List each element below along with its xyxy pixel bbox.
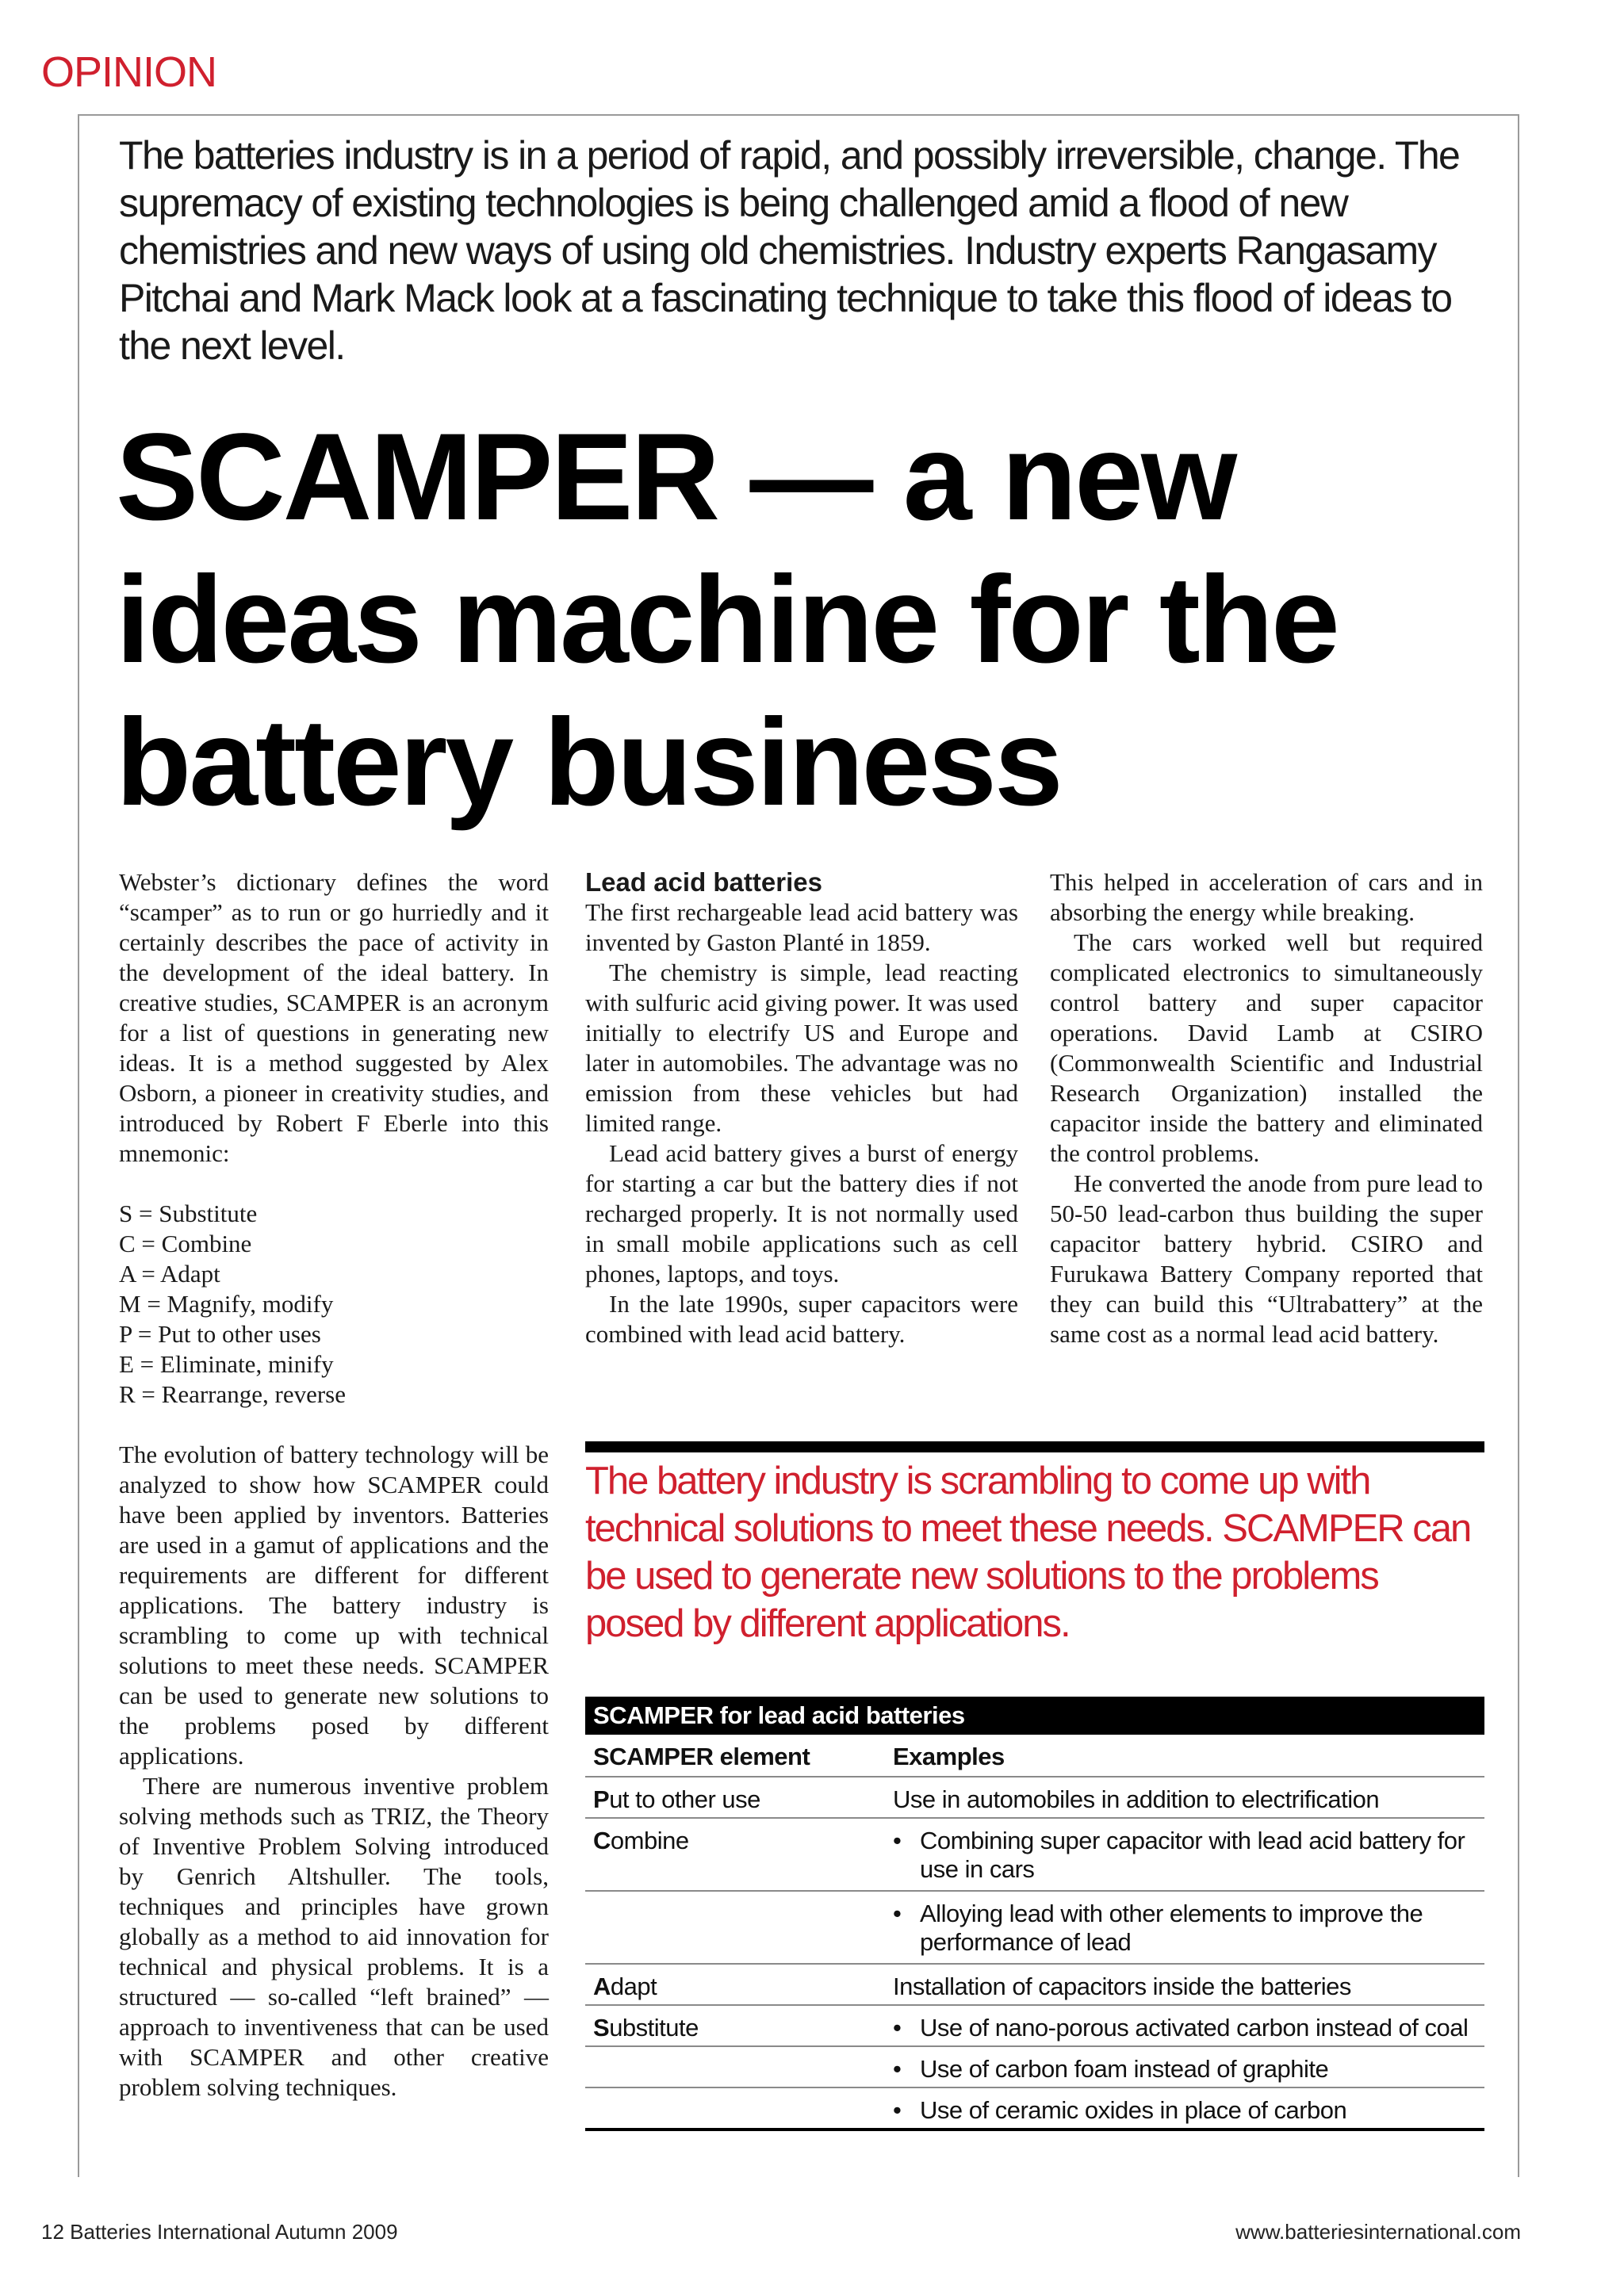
list-item: S = Substitute [119,1200,258,1227]
paragraph: The first rechargeable lead acid battery was invented by Gaston Planté in 1859. [585,898,1018,956]
bullet-icon: • [893,2014,902,2042]
table-row [585,1965,1484,2006]
paragraph: Webster’s dictionary defines the word “scamper” as to run or go hurriedly and it certainly describes the pace of activity in the development of the ideal battery. In creative studies, SCAMPER is an acronym for a list of questions in generating new ideas. It is a method suggested by Alex Osborn, a pioneer in creativity studies, and introduced by Robert F Eberle into this mnemonic: [119,868,549,1167]
paragraph: The chemistry is simple, lead reacting with sulfuric acid giving power. It was used initially to electrify US and Europe and later in automobiles. The advantage was no emission from these vehicles but had limited range. [585,959,1018,1137]
example-cell: Installation of capacitors inside the batteries [893,1973,1351,2000]
list-item: M = Magnify, modify [119,1290,334,1318]
paragraph: This helped in acceleration of cars and in absorbing the energy while breaking. [1050,868,1483,926]
list-item: A = Adapt [119,1260,220,1288]
example-cell: • Use of carbon foam instead of graphite [885,2047,1484,2087]
element-cell [585,1892,885,1963]
example-cell: • Use of nano-porous activated carbon instead of coal [885,2006,1484,2045]
list-item: P = Put to other uses [119,1320,321,1348]
paragraph: He converted the anode from pure lead to 50-50 lead-carbon thus building the super capacitor battery hybrid. CSIRO and Furukawa Battery Company reported that they can build this “Ultrabattery” at the same cost as a normal lead acid battery. [1050,1169,1483,1348]
footer-page-info: 12 Batteries International Autumn 2009 [41,2220,398,2244]
paragraph: There are numerous inventive problem solving methods such as TRIZ, the Theory of Inventive Problem Solving introduced by Genrich Altshuller. The tools, techniques and principles have grown globally as a method to aid innovation for technical and physical problems. It is a structured — so-called “left brained” —approach to inventiveness that can be used with SCAMPER and other creative problem solving techniques. [119,1772,549,2101]
pullquote-rule [585,1441,1484,1452]
bullet-icon: • [893,2055,902,2083]
element-cell: Adapt [593,1973,657,2000]
table-row [585,1777,1484,1819]
paragraph: The evolution of battery technology will be analyzed to show how SCAMPER could have been applied by inventors. Batteries are used in a gamut of applications and the requirements are different for different applications. The battery industry is scrambling to come up with technical solutions to meet these needs. SCAMPER can be used to generate new solutions to the problems posed by different applications. [119,1441,549,1770]
element-cell: Put to other use [593,1785,760,1813]
table-row [585,1892,1484,1965]
paragraph: Lead acid battery gives a burst of energy for starting a car but the battery dies if not recharged properly. It is not normally used in small mobile applications such as cell phones, laptops, and toys. [585,1139,1018,1288]
table-header-row [585,1735,1484,1777]
example-cell: • Combining super capacitor with lead acid battery for use in cars [885,1819,1484,1890]
table-row [585,2047,1484,2088]
example-cell: • Alloying lead with other elements to improve the performance of lead [885,1892,1484,1963]
subheading: Lead acid batteries [585,867,822,897]
bullet-icon: • [893,1827,902,1854]
paragraph: In the late 1990s, super capacitors were combined with lead acid battery. [585,1290,1018,1348]
standfirst: The batteries industry is in a period of rapid, and possibly irreversible, change. The supremacy of existing technologies is being challenged amid a flood of new chemistries and new ways of using old chemistries. Industry experts Rangasamy Pitchai and Mark Mack look at a fascinating technique to take this flood of ideas to the next level. [119,133,1460,368]
element-cell: Combine [593,1827,689,1854]
table-row [585,2006,1484,2047]
pullquote: The battery industry is scrambling to come up with technical solutions to meet these needs. SCAMPER can be used to generate new solutions to the problems posed by different applications. [585,1460,1471,1645]
bullet-icon: • [893,2096,902,2124]
column-2 [585,867,1018,1349]
table-row [585,2088,1484,2131]
table-title: SCAMPER for lead acid batteries [585,1697,1484,1735]
scamper-mnemonic-list [119,1199,549,1410]
column-3 [1050,867,1483,1349]
list-item: C = Combine [119,1230,252,1257]
example-cell: Use in automobiles in addition to electrification [893,1785,1380,1813]
element-cell: Substitute [593,2014,699,2042]
list-item: E = Eliminate, minify [119,1350,334,1378]
bullet-icon: • [893,1900,902,1927]
table-row [585,1819,1484,1892]
element-cell [585,2047,885,2087]
list-item: R = Rearrange, reverse [119,1380,347,1408]
column-1 [119,867,549,2103]
example-cell: • Use of ceramic oxides in place of carbon [885,2088,1484,2128]
headline: SCAMPER — a new ideas machine for the battery business [116,408,1338,832]
table-header-cell: Examples [893,1743,1005,1770]
section-label: OPINION [41,48,217,96]
paragraph: The cars worked well but required complicated electronics to simultaneously control battery and super capacitor operations. David Lamb at CSIRO (Commonwealth Scientific and Industrial Research Organization) installed the capacitor inside the battery and eliminated the control problems. [1050,928,1483,1167]
element-cell [585,2088,885,2128]
table-header-cell: SCAMPER element [593,1743,810,1770]
footer-website: www.batteriesinternational.com [1235,2220,1521,2244]
scamper-table [585,1697,1484,2131]
